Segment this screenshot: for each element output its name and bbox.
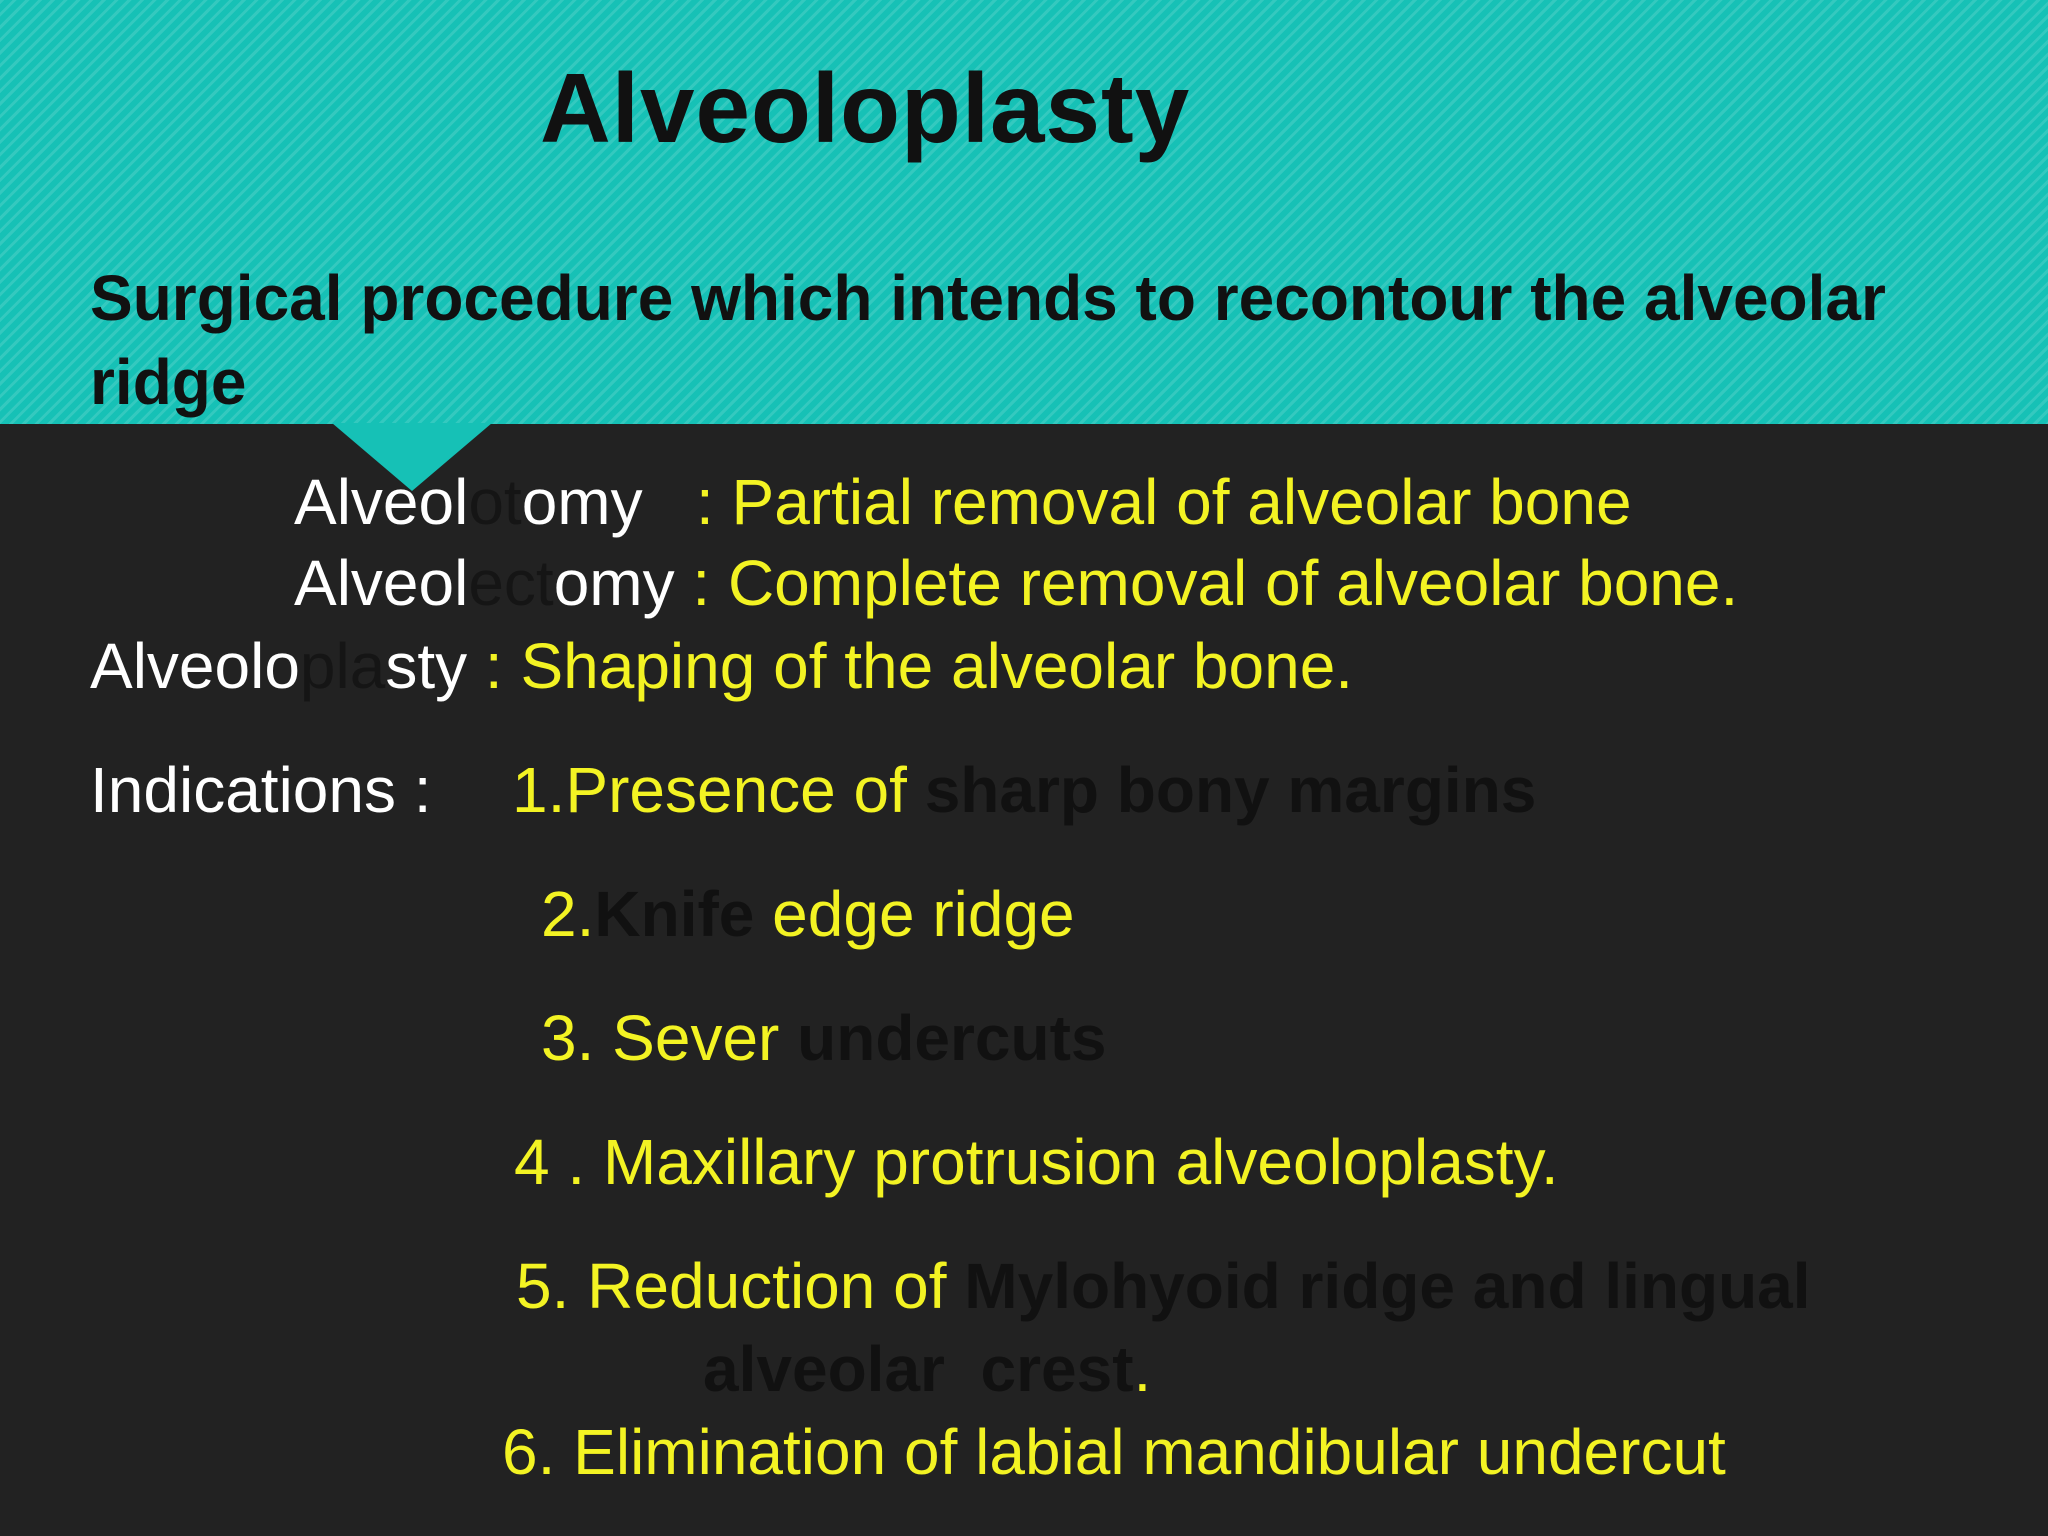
definition-term-suffix: sty [385,630,468,702]
indication-item-3 [541,998,1107,1078]
indication-item-5 [516,1246,1811,1326]
definition-term-hidden: ect [468,547,554,619]
indication-hidden-text: undercuts [797,1002,1107,1074]
definition-term-hidden: ot [468,466,522,538]
indication-hidden-text: Mylohyoid ridge and lingual [964,1250,1811,1322]
definition-separator: : [642,466,714,538]
definition-alveolotomy [294,462,1632,542]
definition-separator: : [674,547,711,619]
indication-number: 2. [541,878,595,950]
definition-term-prefix: Alveol [294,547,469,619]
definition-alveoloplasty [90,626,1353,706]
definition-term-suffix: omy [521,466,643,538]
definition-term-hidden: pla [299,630,386,702]
indication-text: 6. Elimination of labial mandibular undercut [502,1416,1726,1488]
indication-item-5-continued [703,1329,1151,1409]
definition-term-suffix: omy [553,547,675,619]
indication-item-4 [514,1122,1559,1202]
definition-term-prefix: Alveolo [90,630,300,702]
indication-text: 5. Reduction of [516,1250,965,1322]
definition-description: Complete removal of alveolar bone. [710,547,1739,619]
indication-hidden-text: sharp bony margins [924,754,1537,826]
indication-hidden-text: alveolar crest [703,1333,1134,1405]
indication-text: 3. Sever [541,1002,798,1074]
indication-end-period: . [1133,1333,1152,1405]
slide-title: Alveoloplasty [540,53,1191,163]
indication-item-1 [512,750,1536,830]
indication-text: 1.Presence of [512,754,925,826]
definition-description: Shaping of the alveolar bone. [502,630,1354,702]
definition-alveolectomy [294,543,1738,623]
indication-text: 4 . Maxillary protrusion alveoloplasty. [514,1126,1559,1198]
indications-label: Indications : [90,754,432,826]
indication-hidden-text: Knife [594,878,755,950]
indication-item-2 [541,874,1075,954]
indication-item-6 [502,1412,1726,1492]
indication-text: edge ridge [754,878,1075,950]
definition-description: Partial removal of alveolar bone [713,466,1632,538]
definition-term-prefix: Alveol [294,466,469,538]
definition-separator: : [467,630,503,702]
slide-subtitle: Surgical procedure which intends to recontour the alveolar ridge [90,262,1886,418]
